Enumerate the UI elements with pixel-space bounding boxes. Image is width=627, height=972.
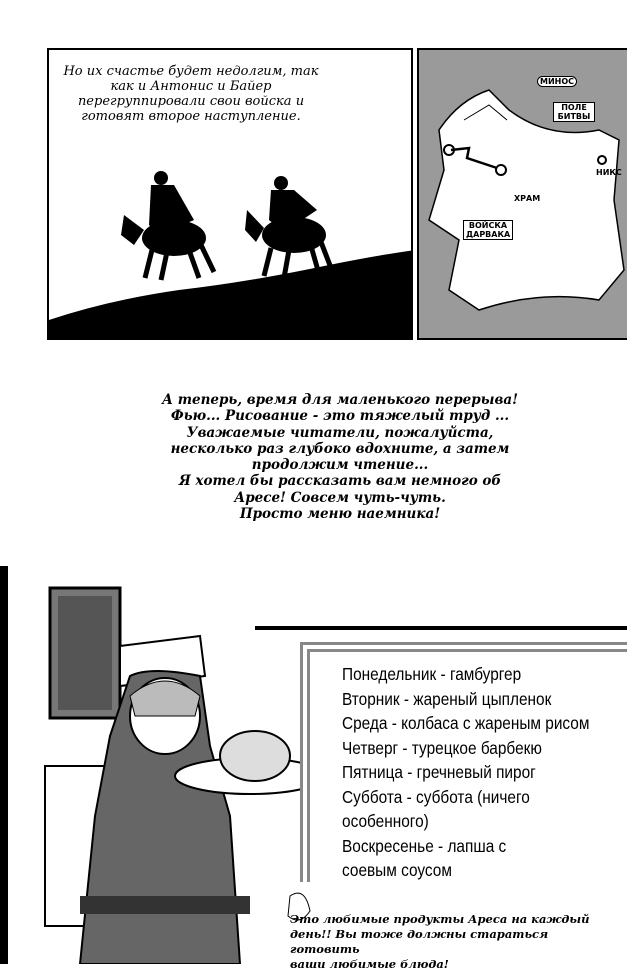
map-label-temple: ХРАМ (514, 194, 541, 203)
menu-item-tuesday: Вторник - жареный цыпленок (342, 688, 552, 709)
interlude-line: Просто меню наемника! (239, 506, 441, 523)
interlude-line: продолжим чтение... (251, 457, 429, 474)
caption-text (290, 912, 620, 972)
interlude-line: Я хотел бы рассказать вам немного об (178, 473, 502, 490)
menu-item-monday: Понедельник - гамбургер (342, 664, 522, 684)
menu-item-wednesday: Среда - колбаса с жареным рисом (342, 713, 590, 733)
panel-map (417, 48, 627, 340)
menu-item-saturday-cont: особенного) (342, 811, 429, 831)
menu-list (300, 642, 627, 882)
map-label-minos: МИНОС (537, 76, 577, 87)
menu-item-sunday-cont: соевым соусом (342, 860, 452, 880)
horsemen-silhouette (49, 50, 413, 340)
frame-edge (255, 626, 627, 630)
menu-item-thursday: Четверг - турецкое барбекю (342, 737, 542, 758)
interlude-line: Фью... Рисование - это тяжелый труд ... (170, 408, 510, 425)
menu-item-friday: Пятница - гречневый пирог (342, 762, 536, 782)
menu-item-sunday: Воскресенье - лапша с (342, 835, 507, 856)
interlude-line: Аресе! Совсем чуть-чуть. (234, 489, 446, 506)
interlude-text (100, 392, 580, 522)
interlude-line: Уважаемые читатели, пожалуйста, (186, 424, 494, 441)
caption-line: Это любимые продукты Ареса на каждый (290, 912, 590, 926)
map-label-battlefield: ПОЛЕ БИТВЫ (553, 102, 595, 122)
interlude-line: А теперь, время для маленького перерыва! (162, 392, 518, 408)
caption-line: день!! Вы тоже должны стараться готовить (290, 927, 549, 956)
menu-item-saturday: Суббота - суббота (ничего (342, 786, 530, 807)
panel-horsemen (47, 48, 413, 340)
caption-line: ваши любимые блюда! (290, 957, 449, 971)
map-label-darvak-army: ВОЙСКА ДАРВАКА (463, 220, 513, 240)
map-label-niks: НИКС (596, 168, 622, 177)
narration-text: Но их счастье будет недолгим, так как и Антонис и Байер перегруппировали свои войска и готовят второе наступление. (63, 64, 319, 124)
interlude-line: несколько раз глубоко вдохните, а затем (170, 440, 510, 457)
